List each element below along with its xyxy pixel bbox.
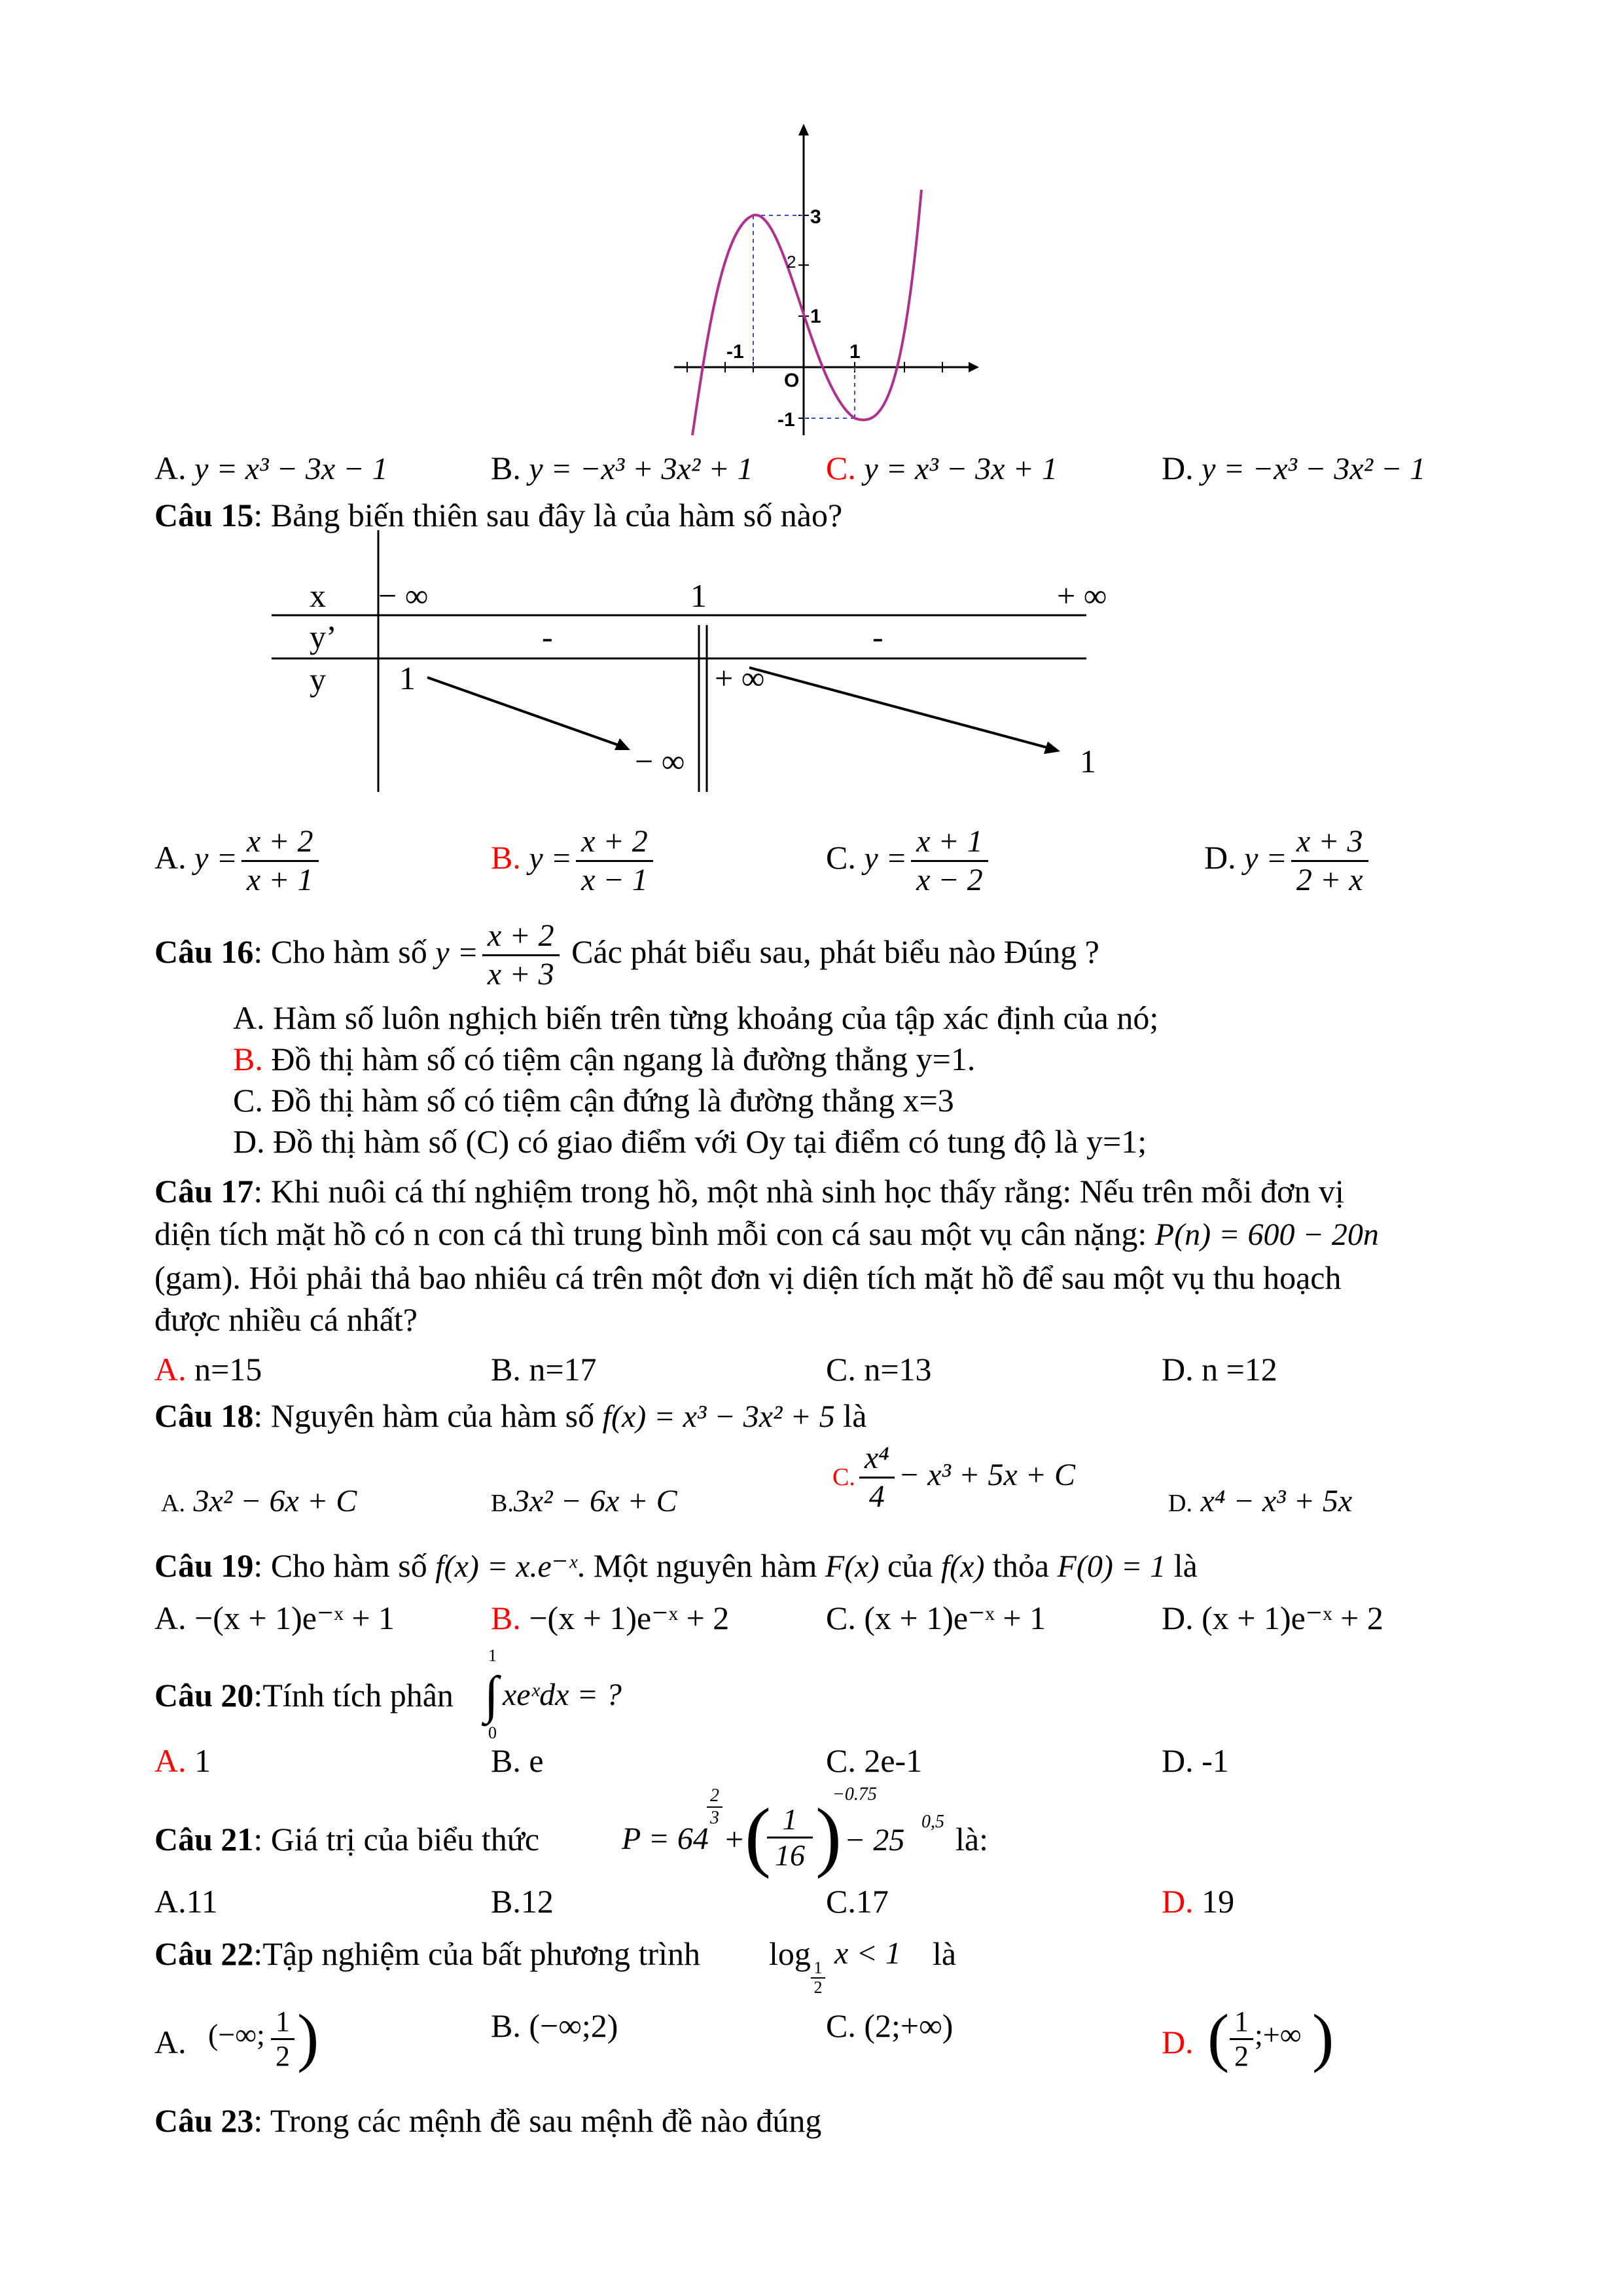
q19-option-b: B. −(x + 1)e⁻ˣ + 2 <box>491 1600 730 1636</box>
integral-upper: 1 <box>488 1646 497 1665</box>
q18-option-a: A. 3x² − 6x + C <box>161 1484 357 1518</box>
q16-option-d: D. Đồ thị hàm số (C) có giao điểm với Oy tại điểm có tung độ là y=1; <box>233 1123 1147 1160</box>
q22-option-a-expr: (−∞; 1 2 ) <box>208 2001 319 2073</box>
arrow-left <box>427 677 625 747</box>
q21-option-a: A.11 <box>154 1883 218 1920</box>
y-left-top: 1 <box>399 660 416 696</box>
y-axis-arrow <box>798 124 809 135</box>
q20-option-c: C. 2e-1 <box>826 1742 923 1779</box>
q15-question: Câu 15: Bảng biến thiên sau đây là của hàm số nào? <box>154 497 843 533</box>
q16-option-c: C. Đồ thị hàm số có tiệm cận đứng là đường thẳng x=3 <box>233 1082 954 1119</box>
table-y-label: y <box>310 661 326 698</box>
y-right-top: + ∞ <box>715 660 765 696</box>
tick-label-1-x: 1 <box>849 341 861 363</box>
q17-option-a: A. n=15 <box>154 1351 262 1388</box>
sign-left: - <box>542 619 553 655</box>
q20-option-a: A. 1 <box>154 1742 211 1779</box>
sign-right: - <box>872 619 883 655</box>
q21-option-c: C.17 <box>826 1883 889 1920</box>
q19-option-d: D. (x + 1)e⁻ˣ + 2 <box>1162 1600 1383 1636</box>
q17-line2: diện tích mặt hồ có n con cá thì trung bình mỗi con cá sau một vụ cân nặng: P(n) = 600 − 20n <box>154 1215 1379 1252</box>
q15-option-c: C. y = $\frac{x + 1}{x - 2}$ <box>826 823 992 899</box>
q19-option-c: C. (x + 1)e⁻ˣ + 1 <box>826 1600 1046 1636</box>
q14-option-b: B. y = −x³ + 3x² + 1 <box>491 450 753 486</box>
q20-question: Câu 20:Tính tích phân <box>154 1677 454 1713</box>
q17-option-d: D. n =12 <box>1162 1351 1277 1388</box>
q17-line3: (gam). Hỏi phải thả bao nhiêu cá trên một đơn vị diện tích mặt hồ để sau một vụ thu hoạch <box>154 1259 1342 1296</box>
q18-question: Câu 18: Nguyên hàm của hàm số f(x) = x³ − 3x² + 5 là <box>154 1397 867 1434</box>
q21-question: Câu 21: Giá trị của biểu thức <box>154 1821 540 1857</box>
cubic-curve <box>692 190 921 435</box>
q17-option-c: C. n=13 <box>826 1351 932 1388</box>
tick-label-2: 2 <box>787 252 796 272</box>
q21-option-d: D. 19 <box>1162 1883 1235 1920</box>
q16-option-b: B. Đồ thị hàm số có tiệm cận ngang là đường thẳng y=1. <box>233 1041 976 1077</box>
q14-option-d: D. y = −x³ − 3x² − 1 <box>1162 450 1426 486</box>
tick-label-neg1-x: -1 <box>726 341 744 363</box>
tick-label-3: 3 <box>810 206 821 228</box>
integral-lower: 0 <box>488 1723 497 1742</box>
x-neg-inf: − ∞ <box>378 577 429 614</box>
q21-expression: P = 64 2 3 + ( 1 16 ) −0.75 − 25 0,5 là: <box>622 1784 988 1879</box>
q22-inequality: log 1 2 x < 1 là <box>769 1935 957 1997</box>
q17-line4: được nhiều cá nhất? <box>154 1301 418 1338</box>
q22-option-b: B. (−∞;2) <box>491 2007 618 2044</box>
q22-question: Câu 22:Tập nghiệm của bất phương trình <box>154 1935 700 1972</box>
q14-option-a: A. y = x³ − 3x − 1 <box>154 450 388 486</box>
q15-option-a: A. y = $\frac{x + 2}{x + 1}$ <box>154 823 323 899</box>
integral-sign: 1 ∫ 0 <box>484 1646 499 1742</box>
q23-question: Câu 23: Trong các mệnh đề sau mệnh đề nào đúng <box>154 2102 822 2139</box>
q22-option-a: A. <box>154 2024 187 2060</box>
q21-option-b: B.12 <box>491 1883 554 1920</box>
q15-option-d: D. y = $\frac{x + 3}{2 + x}$ <box>1204 823 1372 899</box>
q22-option-c: C. (2;+∞) <box>826 2007 954 2044</box>
y-left-bottom: − ∞ <box>635 743 685 780</box>
q16-question: Câu 16: Cho hàm số y = $\frac{x + 2}{x + 3}$ Các phát biểu sau, phát biểu nào Đúng ? <box>154 918 1099 992</box>
q20-option-d: D. -1 <box>1162 1742 1229 1779</box>
x-one: 1 <box>690 577 707 614</box>
x-axis-arrow <box>969 362 979 372</box>
x-pos-inf: + ∞ <box>1057 577 1107 614</box>
table-yprime-label: y’ <box>310 619 337 655</box>
q18-option-c: C. $\frac{\text{x⁴}}{4}$ − x³ + 5x + C <box>832 1441 1076 1514</box>
q14-option-c: C. y = x³ − 3x + 1 <box>826 450 1058 486</box>
variation-table <box>272 530 1116 798</box>
q19-question: Câu 19: Cho hàm số f(x) = x.e⁻ˣ. Một nguyên hàm F(x) của f(x) thỏa F(0) = 1 là <box>154 1547 1198 1584</box>
function-graph <box>661 121 982 442</box>
q17-option-b: B. n=17 <box>491 1351 597 1388</box>
tick-label-1: 1 <box>810 306 821 327</box>
arrow-right <box>749 668 1052 749</box>
q20-option-b: B. e <box>491 1742 544 1779</box>
q19-option-a: A. −(x + 1)e⁻ˣ + 1 <box>154 1600 395 1636</box>
q16-option-a: A. Hàm số luôn nghịch biến trên từng khoảng của tập xác định của nó; <box>233 999 1159 1036</box>
y-right-bottom: 1 <box>1080 743 1096 780</box>
q18-option-d: D. x⁴ − x³ + 5x <box>1168 1484 1353 1518</box>
q18-option-b: B.3x² − 6x + C <box>491 1484 677 1518</box>
q22-option-d: D. <box>1162 2024 1194 2060</box>
origin-label: O <box>784 370 800 391</box>
table-x-label: x <box>310 577 326 614</box>
q20-integrand: xeˣdx = ? <box>503 1677 622 1712</box>
tick-label-neg1-y: -1 <box>777 409 795 431</box>
q17-line1: Câu 17: Khi nuôi cá thí nghiệm trong hồ, một nhà sinh học thấy rằng: Nếu trên mỗi đơn vị <box>154 1173 1344 1210</box>
q15-option-b: B. y = $\frac{x + 2}{x - 1}$ <box>491 823 657 899</box>
q22-option-d-expr: ( 1 2 ;+∞ ) <box>1207 2001 1334 2073</box>
